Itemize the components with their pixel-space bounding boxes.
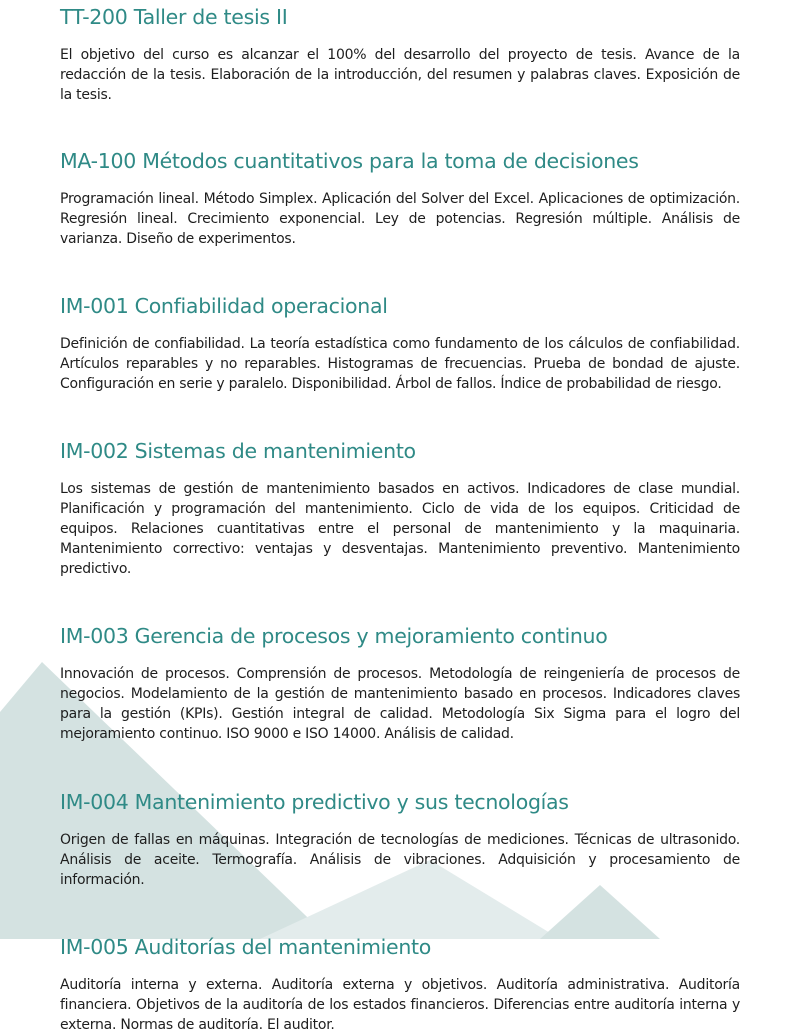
course-im-004 bbox=[60, 790, 740, 890]
course-description: Programación lineal. Método Simplex. Aplicación del Solver del Excel. Aplicaciones de optimización. Regresión lineal. Crecimiento exponencial. Ley de potencias. Regresión múltiple. Análisis de varianza. Diseño de experimentos. bbox=[60, 191, 740, 247]
course-ma-100 bbox=[60, 149, 740, 249]
course-description: Innovación de procesos. Comprensión de procesos. Metodología de reingeniería de procesos de negocios. Modelamiento de la gestión de mantenimiento basado en procesos. Indicadores claves para la gestión (KPIs). Gestión integral de calidad. Metodología Six Sigma para el logro del mejoramiento continuo. ISO 9000 e ISO 14000. Análisis de calidad. bbox=[60, 666, 740, 742]
course-im-003 bbox=[60, 624, 740, 744]
course-description: Definición de confiabilidad. La teoría estadística como fundamento de los cálculos de confiabilidad. Artículos reparables y no reparables. Histogramas de frecuencias. Prueba de bondad de ajuste. Configuración en serie y paralelo. Disponibilidad. Árbol de fallos. Índice de probabilidad de riesgo. bbox=[60, 336, 740, 392]
course-title: MA-100 Métodos cuantitativos para la toma de decisiones bbox=[60, 149, 639, 173]
course-title: IM-002 Sistemas de mantenimiento bbox=[60, 439, 416, 463]
course-title: TT-200 Taller de tesis II bbox=[60, 5, 288, 29]
course-title: IM-004 Mantenimiento predictivo y sus tecnologías bbox=[60, 790, 569, 814]
course-description: Auditoría interna y externa. Auditoría externa y objetivos. Auditoría administrativa. Auditoría financiera. Objetivos de la auditoría de los estados financieros. Diferencias entre auditoría interna y externa. Normas de auditoría. El auditor. bbox=[60, 977, 740, 1033]
course-im-002 bbox=[60, 439, 740, 579]
course-im-005 bbox=[60, 935, 740, 1035]
course-title: IM-003 Gerencia de procesos y mejoramiento continuo bbox=[60, 624, 608, 648]
course-description: Los sistemas de gestión de mantenimiento basados en activos. Indicadores de clase mundial. Planificación y programación del mantenimiento. Ciclo de vida de los equipos. Criticidad de equipos. Relaciones cuantitativas entre el personal de mantenimiento y la maquinaria. Mantenimiento correctivo: ventajas y desventajas. Mantenimiento preventivo. Mantenimiento predictivo. bbox=[60, 481, 740, 577]
course-tt-200 bbox=[60, 0, 740, 105]
course-description: Origen de fallas en máquinas. Integración de tecnologías de mediciones. Técnicas de ultrasonido. Análisis de aceite. Termografía. Análisis de vibraciones. Adquisición y procesamiento de información. bbox=[60, 832, 740, 888]
course-title: IM-001 Confiabilidad operacional bbox=[60, 294, 388, 318]
course-title: IM-005 Auditorías del mantenimiento bbox=[60, 935, 432, 959]
course-description: El objetivo del curso es alcanzar el 100% del desarrollo del proyecto de tesis. Avance de la redacción de la tesis. Elaboración de la introducción, del resumen y palabras claves. Exposición de la tesis. bbox=[60, 47, 740, 103]
course-im-001 bbox=[60, 294, 740, 394]
